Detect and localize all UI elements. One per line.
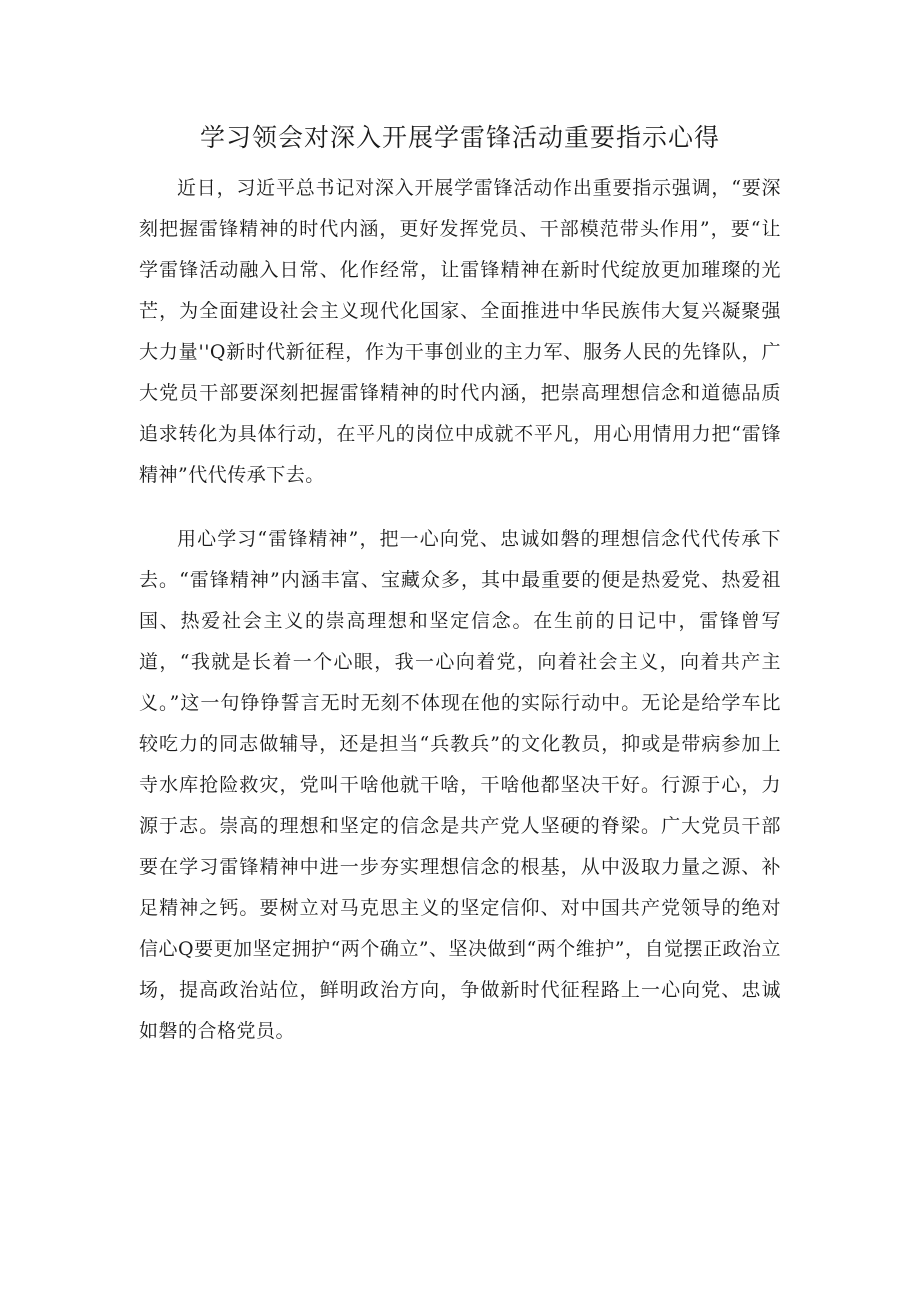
paragraph-1: 近日，习近平总书记对深入开展学雷锋活动作出重要指示强调，“要深刻把握雷锋精神的时代内涵，更好发挥党员、干部模范带头作用”，要“让学雷锋活动融入日常、化作经常，让雷锋精神在新时代绽放更加璀璨的光芒，为全面建设社会主义现代化国家、全面推进中华民族伟大复兴凝聚强大力量''Q新时代新征程，作为干事创业的主力军、服务人民的先锋队，广大党员干部要深刻把握雷锋精神的时代内涵，把崇高理想信念和道德品质追求转化为具体行动，在平凡的岗位中成就不平凡，用心用情用力把“雷锋精神”代代传承下去。 (139, 177, 781, 486)
document-body (139, 168, 781, 1075)
document-title: 学习领会对深入开展学雷锋活动重要指示心得 (199, 123, 720, 152)
paragraph-2: 用心学习“雷锋精神”，把一心向党、忠诚如磐的理想信念代代传承下去。“雷锋精神”内涵丰富、宝藏众多，其中最重要的便是热爱党、热爱祖国、热爱社会主义的崇高理想和坚定信念。在生前的日记中，雷锋曾写道，“我就是长着一个心眼，我一心向着党，向着社会主义，向着共产主义。”这一句铮铮誓言无时无刻不体现在他的实际行动中。无论是给学车比较吃力的同志做辅导，还是担当“兵教兵”的文化教员，抑或是带病参加上寺水库抢险救灾，党叫干啥他就干啥，干啥他都坚决干好。行源于心，力源于志。崇高的理想和坚定的信念是共产党人坚硬的脊梁。广大党员干部要在学习雷锋精神中进一步夯实理想信念的根基，从中汲取力量之源、补足精神之钙。要树立对马克思主义的坚定信仰、对中国共产党领导的绝对信心Q要更加坚定拥护“两个确立”、坚决做到“两个维护”，自觉摆正政治立场，提高政治站位，鲜明政治方向，争做新时代征程路上一心向党、忠诚如磐的合格党员。 (139, 528, 781, 1042)
